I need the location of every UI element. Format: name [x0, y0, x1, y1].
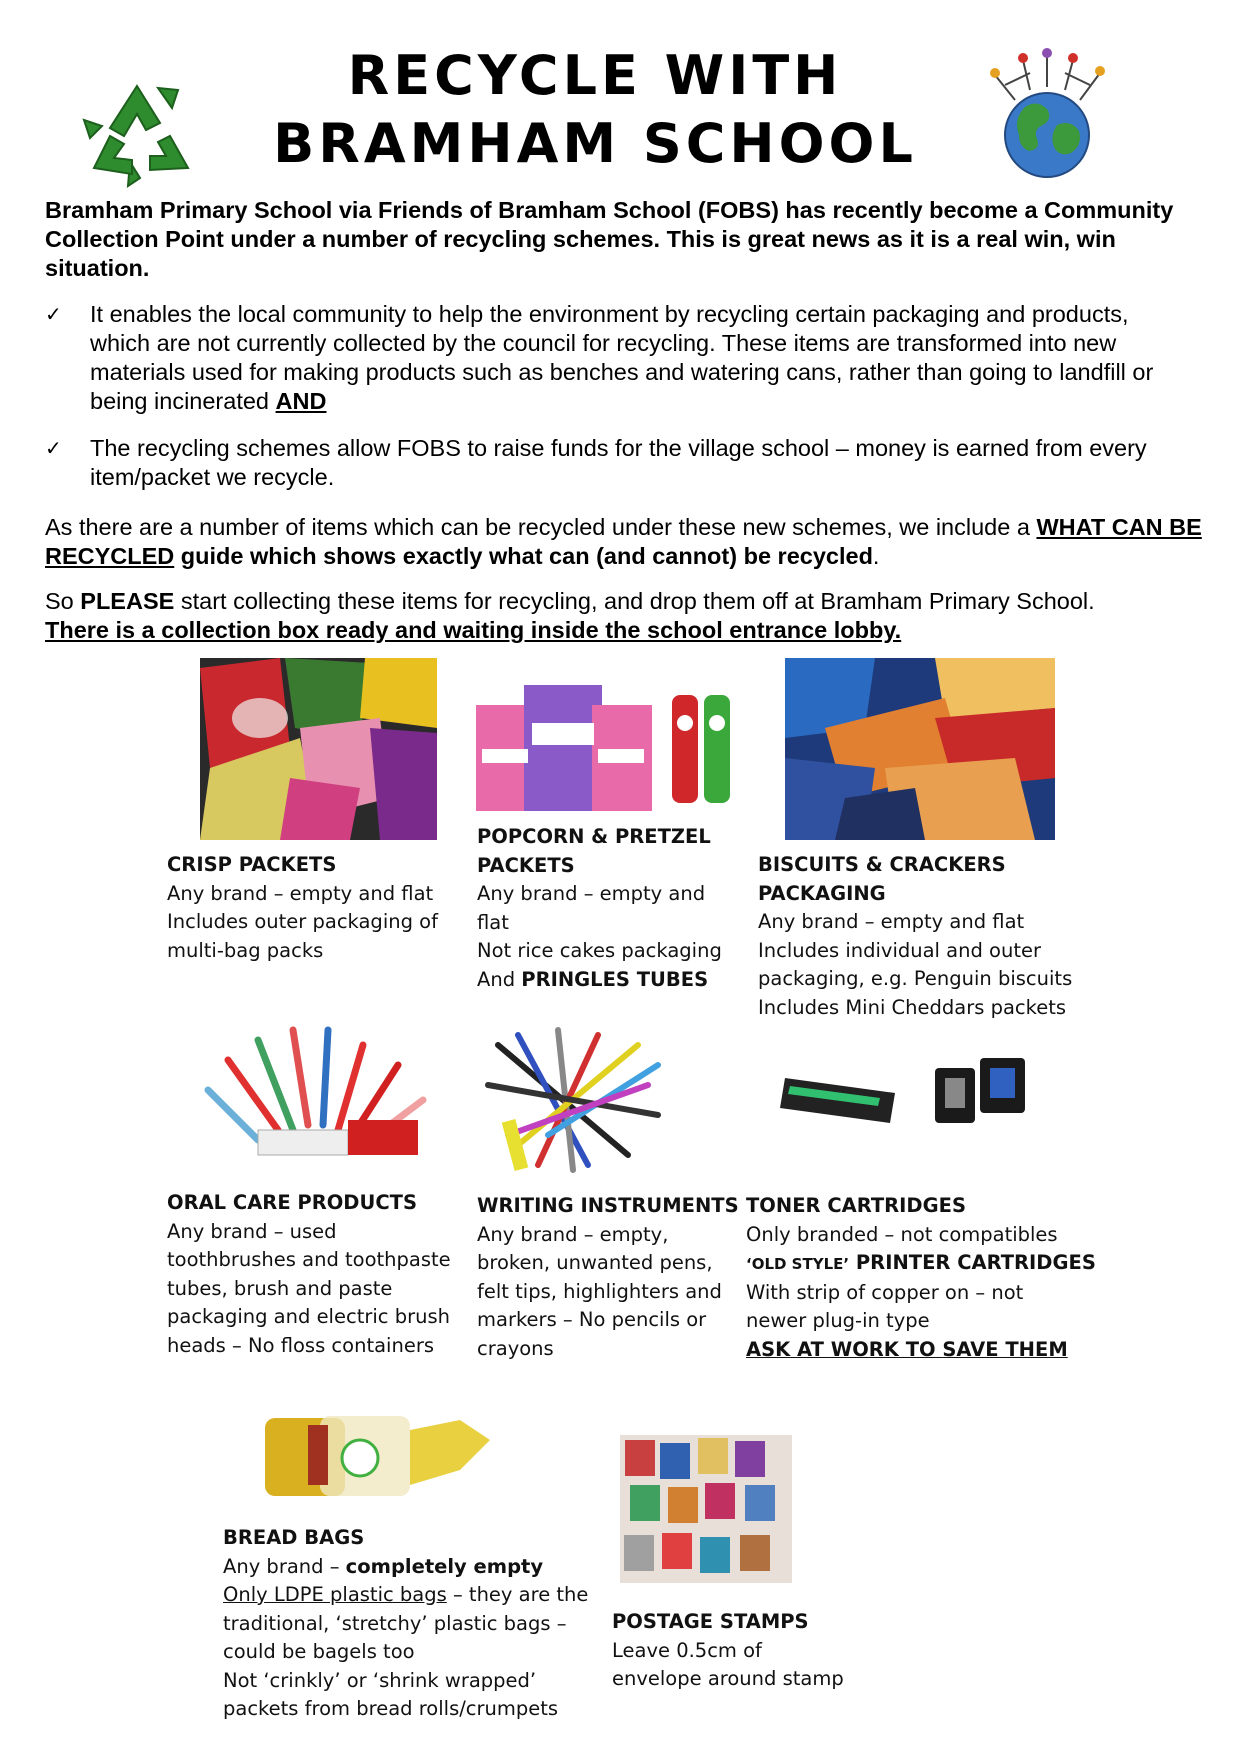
biscuits-line: Any brand – empty and flat	[758, 910, 1025, 933]
pringles-note: PRINGLES TUBES	[521, 967, 709, 991]
oral-line: toothbrushes and toothpaste	[167, 1248, 451, 1271]
oral-title: ORAL CARE PRODUCTS	[167, 1191, 417, 1214]
crisp-packets-photo	[200, 658, 437, 840]
popcorn-packets-photo	[474, 683, 736, 811]
toner-cartridges-photo	[780, 1048, 1035, 1148]
page-title-line2: BRAMHAM SCHOOL	[273, 112, 917, 175]
bullet-environment-text: It enables the local community to help the environment by recycling certain packaging and products, which are not currently collected by the council for recycling. These items are transformed into new materials used for making products such as benches and watering cans, rather than going to landfill or being incinerated	[90, 301, 1154, 414]
collect-paragraph	[45, 587, 1205, 645]
page-title-line1: RECYCLE WITH	[347, 44, 843, 107]
writing-caption	[477, 1192, 739, 1363]
popcorn-line: flat	[477, 910, 509, 934]
biscuit-packaging-photo	[785, 658, 1055, 840]
bullet-funds-text: The recycling schemes allow FOBS to raise funds for the village school – money is earned from every item/packet we recycle.	[90, 435, 1147, 490]
crisp-line: Includes outer packaging of	[167, 910, 438, 933]
guide-link-text: WHAT CAN BE RECYCLED	[45, 514, 1202, 569]
bread-bag-photo	[260, 1410, 500, 1505]
crisp-line: multi-bag packs	[167, 938, 324, 962]
biscuits-title: PACKAGING	[758, 881, 886, 905]
toner-ask-at-work: ASK AT WORK TO SAVE THEM	[746, 1337, 1068, 1361]
biscuits-title: BISCUITS & CRACKERS	[758, 853, 1006, 876]
collect-box-note: There is a collection box ready and waiting inside the school entrance lobby.	[45, 617, 902, 643]
bread-line: traditional, ‘stretchy’ plastic bags –	[223, 1611, 567, 1635]
oral-care-photo	[198, 1020, 433, 1165]
collect-post: start collecting these items for recycling, and drop them off at Bramham Primary School.	[174, 588, 1095, 614]
popcorn-line: Any brand – empty and	[477, 882, 706, 905]
oral-care-caption	[167, 1189, 451, 1360]
bread-ldpe-note: Only LDPE plastic bags	[223, 1583, 447, 1606]
popcorn-line: Not rice cakes packaging	[477, 939, 722, 962]
stamps-title: POSTAGE STAMPS	[612, 1610, 809, 1633]
stamps-line: Leave 0.5cm of	[612, 1638, 762, 1662]
bread-completely-empty: completely empty	[345, 1554, 544, 1578]
stamps-line: envelope around stamp	[612, 1667, 844, 1690]
bread-line: Any brand –	[223, 1554, 346, 1578]
biscuits-line: Includes individual and outer	[758, 938, 1042, 962]
bread-line: Not ‘crinkly’ or ‘shrink wrapped’	[223, 1668, 537, 1692]
writing-title: WRITING INSTRUMENTS	[477, 1194, 739, 1217]
bread-line: could be bagels too	[223, 1640, 415, 1663]
checkmark-icon: ✓	[45, 302, 62, 326]
bullet-funds	[45, 434, 1195, 492]
oral-line: heads – No floss containers	[167, 1333, 434, 1357]
guide-dot: .	[872, 543, 880, 569]
biscuits-line: packaging, e.g. Penguin biscuits	[758, 967, 1073, 990]
crisp-title: CRISP PACKETS	[167, 853, 337, 876]
popcorn-title: POPCORN & PRETZEL	[477, 825, 711, 848]
crisp-line: Any brand – empty and flat	[167, 881, 434, 905]
intro-paragraph: Bramham Primary School via Friends of Bramham School (FOBS) has recently become a Community Collection Point under a number of recycling schemes. This is great news as it is a real win, win situation.	[45, 197, 1174, 281]
bullet-environment	[45, 300, 1195, 416]
bread-bags-caption	[223, 1524, 588, 1724]
toner-caption	[746, 1192, 1096, 1364]
writing-line: crayons	[477, 1336, 554, 1360]
oral-line: tubes, brush and paste	[167, 1276, 393, 1300]
toner-old-style: ‘OLD STYLE’	[746, 1255, 850, 1273]
checkmark-icon: ✓	[45, 436, 62, 460]
writing-line: Any brand – empty,	[477, 1222, 669, 1246]
postage-stamps-photo	[620, 1435, 792, 1583]
bullet-emphasis: AND	[275, 388, 327, 414]
biscuits-line: Includes Mini Cheddars packets	[758, 995, 1067, 1019]
collect-please: PLEASE	[80, 588, 175, 614]
toner-printer-cartridges: PRINTER CARTRIDGES	[849, 1251, 1096, 1274]
collect-pre: So	[45, 588, 81, 614]
bread-title: BREAD BAGS	[223, 1526, 365, 1549]
bread-line: packets from bread rolls/crumpets	[223, 1697, 559, 1720]
toner-line: With strip of copper on – not	[746, 1280, 1024, 1304]
toner-line: newer plug-in type	[746, 1309, 930, 1332]
popcorn-title: PACKETS	[477, 853, 575, 877]
writing-instruments-photo	[478, 1025, 674, 1175]
popcorn-line: And	[477, 967, 522, 991]
writing-line: markers – No pencils or	[477, 1308, 707, 1331]
guide-post: guide which shows exactly what can (and cannot) be recycled	[174, 543, 873, 569]
crisp-packets-caption	[167, 851, 438, 965]
guide-pre: As there are a number of items which can be recycled under these new schemes, we include a	[45, 514, 1037, 540]
writing-line: broken, unwanted pens,	[477, 1251, 713, 1274]
oral-line: packaging and electric brush	[167, 1305, 450, 1328]
popcorn-caption	[477, 823, 722, 994]
writing-line: felt tips, highlighters and	[477, 1279, 722, 1303]
toner-line: Only branded – not compatibles	[746, 1222, 1058, 1246]
guide-paragraph	[45, 513, 1205, 571]
postage-stamps-caption	[612, 1608, 844, 1694]
toner-title: TONER CARTRIDGES	[746, 1194, 966, 1217]
oral-line: Any brand – used	[167, 1219, 337, 1243]
bread-line: – they are the	[446, 1583, 589, 1606]
biscuits-caption	[758, 851, 1072, 1022]
globe-children-icon	[985, 45, 1110, 180]
